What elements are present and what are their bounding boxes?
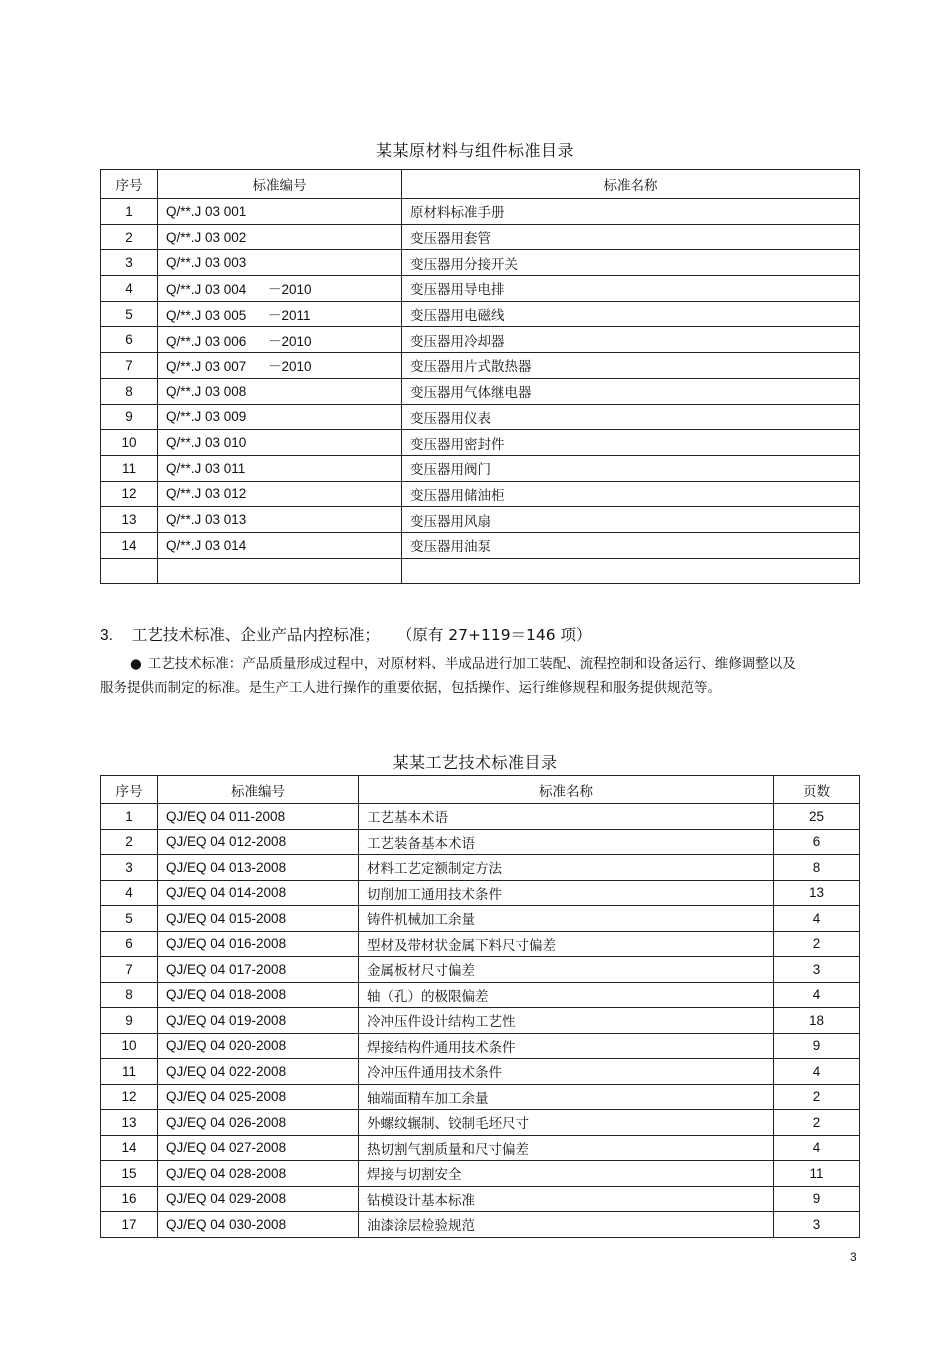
row-serial: 9 <box>101 404 158 430</box>
row-code-text: Q/**.J 03 008 <box>166 383 247 399</box>
row-pages: 4 <box>774 1059 860 1085</box>
row-name: 油漆涂层检验规范 <box>359 1212 774 1238</box>
table-row <box>101 880 860 906</box>
row-name: 冷冲压件设计结构工艺性 <box>359 1008 774 1034</box>
row-pages: 4 <box>774 1135 860 1161</box>
table-row <box>101 276 860 302</box>
row-code <box>158 250 402 276</box>
row-code: QJ/EQ 04 028-2008 <box>158 1161 359 1187</box>
row-name: 材料工艺定额制定方法 <box>359 855 774 881</box>
table-header-row <box>101 170 860 199</box>
section-heading <box>100 623 592 645</box>
row-serial: 8 <box>101 982 158 1008</box>
row-name: 原材料标准手册 <box>402 199 860 225</box>
row-serial: 14 <box>101 1135 158 1161</box>
table-row <box>101 982 860 1008</box>
row-serial: 4 <box>101 276 158 302</box>
row-name: 变压器用油泵 <box>402 532 860 558</box>
row-name: 金属板材尺寸偏差 <box>359 957 774 983</box>
row-serial: 2 <box>101 829 158 855</box>
table-row <box>101 532 860 558</box>
table-header-row <box>101 776 860 804</box>
table-row <box>101 1084 860 1110</box>
row-serial: 6 <box>101 327 158 353</box>
row-code <box>158 276 402 302</box>
table-row <box>101 378 860 404</box>
row-pages: 4 <box>774 982 860 1008</box>
table-row <box>101 224 860 250</box>
row-code-text: Q/**.J 03 001 <box>166 203 247 219</box>
raw-materials-standards-table <box>100 169 860 584</box>
table-row <box>101 1008 860 1034</box>
row-name: 工艺基本术语 <box>359 804 774 830</box>
row-serial: 8 <box>101 378 158 404</box>
table-row <box>101 481 860 507</box>
row-name: 变压器用导电排 <box>402 276 860 302</box>
row-name: 变压器用电磁线 <box>402 301 860 327</box>
row-code: QJ/EQ 04 022-2008 <box>158 1059 359 1085</box>
row-pages: 4 <box>774 906 860 932</box>
row-code <box>158 301 402 327</box>
table-row <box>101 855 860 881</box>
row-code <box>158 481 402 507</box>
row-code <box>158 199 402 225</box>
header-code: 标准编号 <box>158 170 402 199</box>
bullet-icon: ● <box>130 656 142 672</box>
table-row <box>101 558 860 584</box>
row-serial: 15 <box>101 1161 158 1187</box>
row-pages: 3 <box>774 1212 860 1238</box>
row-serial: 5 <box>101 301 158 327</box>
row-name: 焊接与切割安全 <box>359 1161 774 1187</box>
row-name: 焊接结构件通用技术条件 <box>359 1033 774 1059</box>
table-row <box>101 507 860 533</box>
row-serial: 3 <box>101 855 158 881</box>
section-count-note: （原有 27+119＝146 项） <box>396 626 592 644</box>
row-serial: 11 <box>101 455 158 481</box>
row-code <box>158 532 402 558</box>
row-code <box>158 327 402 353</box>
row-code-text: Q/**.J 03 012 <box>166 486 247 502</box>
row-pages: 8 <box>774 855 860 881</box>
section-title: 工艺技术标准、企业产品内控标准； <box>131 626 380 644</box>
row-code: QJ/EQ 04 017-2008 <box>158 957 359 983</box>
row-serial: 12 <box>101 481 158 507</box>
row-code <box>158 558 402 584</box>
row-pages: 25 <box>774 804 860 830</box>
row-code <box>158 378 402 404</box>
table-row <box>101 250 860 276</box>
table1-title: 某某原材料与组件标准目录 <box>375 141 574 160</box>
table1-body <box>101 199 860 584</box>
row-code <box>158 507 402 533</box>
row-name: 外螺纹辗制、铰制毛坯尺寸 <box>359 1110 774 1136</box>
row-pages: 13 <box>774 880 860 906</box>
row-pages: 6 <box>774 829 860 855</box>
row-name: 热切割气割质量和尺寸偏差 <box>359 1135 774 1161</box>
row-name: 变压器用阀门 <box>402 455 860 481</box>
row-pages: 2 <box>774 1084 860 1110</box>
row-code: QJ/EQ 04 014-2008 <box>158 880 359 906</box>
row-code: QJ/EQ 04 011-2008 <box>158 804 359 830</box>
row-code-year: －2010 <box>268 282 312 298</box>
table-row <box>101 931 860 957</box>
row-serial: 4 <box>101 880 158 906</box>
row-name: 变压器用密封件 <box>402 430 860 456</box>
table2-body <box>101 804 860 1238</box>
header-serial: 序号 <box>101 776 158 804</box>
row-pages: 3 <box>774 957 860 983</box>
row-serial: 3 <box>101 250 158 276</box>
process-standards-table <box>100 775 860 1238</box>
row-code-text: Q/**.J 03 010 <box>166 435 247 451</box>
table-row <box>101 804 860 830</box>
table-row <box>101 1110 860 1136</box>
row-code <box>158 224 402 250</box>
row-code-year: －2011 <box>268 308 311 324</box>
row-pages: 11 <box>774 1161 860 1187</box>
table-row <box>101 455 860 481</box>
row-code <box>158 430 402 456</box>
row-name: 变压器用气体继电器 <box>402 378 860 404</box>
page-number: 3 <box>850 1250 857 1264</box>
row-pages: 9 <box>774 1186 860 1212</box>
row-name: 变压器用风扇 <box>402 507 860 533</box>
row-name: 铸件机械加工余量 <box>359 906 774 932</box>
table-row <box>101 906 860 932</box>
header-pages: 页数 <box>774 776 860 804</box>
row-code-text: Q/**.J 03 011 <box>166 460 246 476</box>
row-name: 变压器用冷却器 <box>402 327 860 353</box>
row-pages: 2 <box>774 1110 860 1136</box>
row-code: QJ/EQ 04 020-2008 <box>158 1033 359 1059</box>
header-code: 标准编号 <box>158 776 359 804</box>
row-code: QJ/EQ 04 027-2008 <box>158 1135 359 1161</box>
table-row <box>101 1033 860 1059</box>
row-serial: 1 <box>101 199 158 225</box>
table-row <box>101 1135 860 1161</box>
row-serial <box>101 558 158 584</box>
row-serial: 1 <box>101 804 158 830</box>
table-row <box>101 829 860 855</box>
row-code <box>158 353 402 379</box>
row-pages: 18 <box>774 1008 860 1034</box>
row-name: 切削加工通用技术条件 <box>359 880 774 906</box>
table-row <box>101 327 860 353</box>
table-row <box>101 199 860 225</box>
paragraph-text: 工艺技术标准：产品质量形成过程中，对原材料、半成品进行加工装配、流程控制和设备运行、维修调整以及服务提供而制定的标准。是生产工人进行操作的重要依据，包括操作、运行维修规程和服务提供规范等。 <box>100 656 796 696</box>
row-serial: 13 <box>101 1110 158 1136</box>
row-name: 冷冲压件通用技术条件 <box>359 1059 774 1085</box>
table-row <box>101 1212 860 1238</box>
row-code-text: Q/**.J 03 005 <box>166 308 247 324</box>
row-name: 变压器用套管 <box>402 224 860 250</box>
row-name: 轴（孔）的极限偏差 <box>359 982 774 1008</box>
row-code-text: Q/**.J 03 014 <box>166 537 247 553</box>
row-code: QJ/EQ 04 019-2008 <box>158 1008 359 1034</box>
row-name: 轴端面精车加工余量 <box>359 1084 774 1110</box>
row-code-text: Q/**.J 03 009 <box>166 409 247 425</box>
row-name: 变压器用储油柜 <box>402 481 860 507</box>
header-serial: 序号 <box>101 170 158 199</box>
row-code: QJ/EQ 04 016-2008 <box>158 931 359 957</box>
row-serial: 2 <box>101 224 158 250</box>
table-row <box>101 1059 860 1085</box>
row-name: 变压器用仪表 <box>402 404 860 430</box>
row-code-text: Q/**.J 03 003 <box>166 255 247 271</box>
row-name: 型材及带材状金属下料尺寸偏差 <box>359 931 774 957</box>
row-code-year: －2010 <box>268 333 312 349</box>
row-serial: 16 <box>101 1186 158 1212</box>
row-code: QJ/EQ 04 013-2008 <box>158 855 359 881</box>
row-name: 钻模设计基本标准 <box>359 1186 774 1212</box>
row-serial: 7 <box>101 957 158 983</box>
row-name: 工艺装备基本术语 <box>359 829 774 855</box>
row-code: QJ/EQ 04 015-2008 <box>158 906 359 932</box>
row-code: QJ/EQ 04 029-2008 <box>158 1186 359 1212</box>
row-code: QJ/EQ 04 026-2008 <box>158 1110 359 1136</box>
row-code: QJ/EQ 04 025-2008 <box>158 1084 359 1110</box>
table-row <box>101 1161 860 1187</box>
row-serial: 14 <box>101 532 158 558</box>
table-row <box>101 404 860 430</box>
table-row <box>101 430 860 456</box>
row-code-year: －2010 <box>268 359 312 375</box>
table-row <box>101 1186 860 1212</box>
row-serial: 13 <box>101 507 158 533</box>
table2-title: 某某工艺技术标准目录 <box>392 753 558 772</box>
row-code <box>158 455 402 481</box>
row-name: 变压器用分接开关 <box>402 250 860 276</box>
row-serial: 17 <box>101 1212 158 1238</box>
table-row <box>101 957 860 983</box>
row-code-text: Q/**.J 03 006 <box>166 333 247 349</box>
header-name: 标准名称 <box>359 776 774 804</box>
row-name <box>402 558 860 584</box>
row-code-text: Q/**.J 03 002 <box>166 229 247 245</box>
row-serial: 9 <box>101 1008 158 1034</box>
row-name: 变压器用片式散热器 <box>402 353 860 379</box>
row-pages: 2 <box>774 931 860 957</box>
section-number: 3. <box>100 627 113 644</box>
table-row <box>101 301 860 327</box>
row-code-text: Q/**.J 03 013 <box>166 512 247 528</box>
row-serial: 10 <box>101 1033 158 1059</box>
row-pages: 9 <box>774 1033 860 1059</box>
section-paragraph <box>100 652 800 700</box>
row-serial: 6 <box>101 931 158 957</box>
row-code-text: Q/**.J 03 004 <box>166 282 247 298</box>
row-serial: 12 <box>101 1084 158 1110</box>
row-code: QJ/EQ 04 018-2008 <box>158 982 359 1008</box>
row-code <box>158 404 402 430</box>
row-serial: 11 <box>101 1059 158 1085</box>
header-name: 标准名称 <box>402 170 860 199</box>
table-row <box>101 353 860 379</box>
row-code: QJ/EQ 04 030-2008 <box>158 1212 359 1238</box>
row-serial: 10 <box>101 430 158 456</box>
row-serial: 5 <box>101 906 158 932</box>
row-serial: 7 <box>101 353 158 379</box>
row-code-text: Q/**.J 03 007 <box>166 359 247 375</box>
row-code: QJ/EQ 04 012-2008 <box>158 829 359 855</box>
